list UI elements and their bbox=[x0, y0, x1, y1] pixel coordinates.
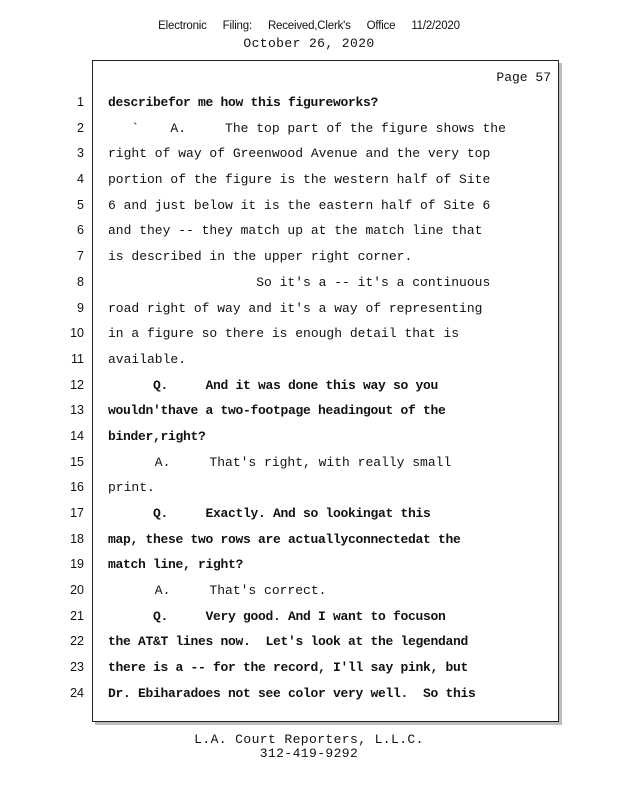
line-number: 15 bbox=[70, 454, 84, 469]
transcript-line: ` A. The top part of the figure shows the bbox=[108, 120, 506, 136]
line-number-column bbox=[60, 90, 84, 707]
transcript-text bbox=[108, 90, 548, 707]
line-number: 11 bbox=[71, 351, 84, 366]
filing-word-4: Office bbox=[366, 20, 396, 32]
line-number: 18 bbox=[70, 531, 84, 546]
line-number: 20 bbox=[70, 583, 84, 598]
reporter-company: L.A. Court Reporters, L.L.C. bbox=[194, 732, 424, 747]
transcript-line: describefor me how this figureworks? bbox=[108, 95, 379, 110]
transcript-line: Q. Exactly. And so lookingat this bbox=[108, 506, 431, 521]
page-number: Page 57 bbox=[496, 70, 551, 85]
filing-word-5: 11/2/2020 bbox=[411, 20, 460, 32]
transcript-line: So it's a -- it's a continuous bbox=[108, 274, 491, 290]
line-number: 2 bbox=[77, 120, 84, 135]
line-number: 3 bbox=[77, 146, 84, 161]
line-number: 4 bbox=[77, 172, 84, 187]
line-number: 22 bbox=[70, 634, 84, 649]
filing-word-3: Received,Clerk's bbox=[267, 20, 351, 32]
transcript-line: right of way of Greenwood Avenue and the very top bbox=[108, 146, 491, 162]
transcript-line: wouldn'thave a two-footpage headingout of the bbox=[108, 403, 446, 419]
filing-stamp bbox=[0, 20, 618, 32]
line-number: 5 bbox=[77, 197, 84, 212]
line-number: 9 bbox=[77, 300, 84, 315]
transcript-line: road right of way and it's a way of representing bbox=[108, 300, 483, 316]
line-number: 21 bbox=[70, 608, 84, 623]
reporter-footer bbox=[0, 733, 618, 761]
transcript-line: A. That's correct. bbox=[108, 583, 327, 599]
line-number: 23 bbox=[70, 660, 84, 675]
line-number: 1 bbox=[77, 95, 84, 109]
line-number: 14 bbox=[70, 428, 84, 443]
transcript-line: 6 and just below it is the eastern half of Site 6 bbox=[108, 197, 491, 213]
reporter-phone: 312-419-9292 bbox=[259, 746, 359, 761]
transcript-date: October 26, 2020 bbox=[243, 36, 375, 51]
transcript-line: A. That's right, with really small bbox=[108, 454, 452, 470]
line-number: 10 bbox=[70, 326, 84, 341]
transcript-line: Dr. Ebiharadoes not see color very well. So this bbox=[108, 685, 476, 701]
transcript-line: map, these two rows are actuallyconnectedat the bbox=[108, 531, 461, 547]
line-number: 17 bbox=[70, 506, 84, 520]
line-number: 19 bbox=[70, 557, 84, 572]
transcript-line: match line, right? bbox=[108, 557, 244, 573]
transcript-line: in a figure so there is enough detail that is bbox=[108, 326, 460, 342]
transcript-line: print. bbox=[108, 480, 155, 496]
transcript-line: and they -- they match up at the match line that bbox=[108, 223, 483, 239]
transcript-line: the AT&T lines now. Let's look at the legendand bbox=[108, 634, 469, 650]
line-number: 16 bbox=[70, 480, 84, 495]
line-number: 7 bbox=[77, 249, 84, 264]
line-number: 24 bbox=[70, 685, 84, 700]
transcript-line: Q. And it was done this way so you bbox=[108, 377, 439, 393]
line-number: 13 bbox=[70, 403, 84, 418]
line-number: 8 bbox=[77, 274, 84, 289]
filing-word-1: Electronic bbox=[158, 20, 207, 32]
transcript-line: binder,right? bbox=[108, 428, 206, 444]
transcript-line: is described in the upper right corner. bbox=[108, 249, 413, 265]
line-number: 12 bbox=[70, 377, 84, 392]
line-number: 6 bbox=[77, 223, 84, 238]
transcript-line: portion of the figure is the western half of Site bbox=[108, 172, 491, 188]
filing-word-2: Filing: bbox=[222, 20, 252, 32]
transcript-line: there is a -- for the record, I'll say pink, but bbox=[108, 660, 469, 676]
transcript-line: Q. Very good. And I want to focuson bbox=[108, 608, 446, 624]
transcript-line: available. bbox=[108, 351, 187, 367]
